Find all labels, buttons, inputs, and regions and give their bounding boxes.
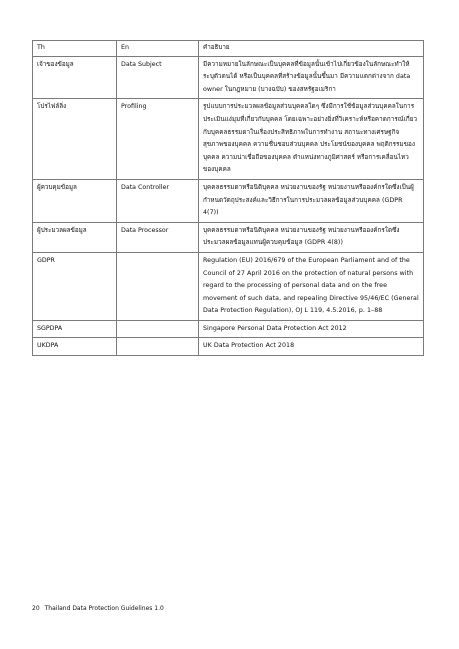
term-description: บุคคลธรรมดาหรือนิติบุคคล หน่วยงานของรัฐ หน่วยงานหรือองค์กรใดซึ่งประมวลผลข้อมูลแทนผู้ควบคุมข้อมูล (GDPR 4(8)) [199, 222, 424, 252]
table-row [33, 320, 424, 338]
table-row [33, 252, 424, 320]
document-title: Thailand Data Protection Guidelines 1.0 [44, 605, 164, 612]
term-description: UK Data Protection Act 2018 [199, 338, 424, 356]
table-row [33, 222, 424, 252]
term-en [117, 338, 199, 356]
table-header-row [33, 41, 424, 57]
table-row [33, 338, 424, 356]
header-en: En [117, 41, 199, 57]
term-description: Singapore Personal Data Protection Act 2012 [199, 320, 424, 338]
page-footer [32, 605, 164, 612]
term-th: GDPR [33, 252, 117, 320]
table-row [33, 99, 424, 180]
term-en: Profiling [117, 99, 199, 180]
glossary-table [32, 40, 424, 356]
term-th: ผู้ควบคุมข้อมูล [33, 179, 117, 222]
term-th: โปรไฟล์ลิ่ง [33, 99, 117, 180]
term-en: Data Processor [117, 222, 199, 252]
term-en [117, 252, 199, 320]
term-th: เจ้าของข้อมูล [33, 56, 117, 99]
term-th: ผู้ประมวลผลข้อมูล [33, 222, 117, 252]
term-description: บุคคลธรรมดาหรือนิติบุคคล หน่วยงานของรัฐ หน่วยงานหรือองค์กรใดซึ่งเป็นผู้กำหนดวัตถุประสงค์และวิธีการในการประมวลผลข้อมูลส่วนบุคคล (GDPR 4(7)) [199, 179, 424, 222]
table-row [33, 56, 424, 99]
term-description: Regulation (EU) 2016/679 of the European Parliament and of the Council of 27 April 2016 on the protection of natural persons with regard to the processing of personal data and on the free movement of such data, and repealing Directive 95/46/EC (General Data Protection Regulation), OJ L 119, 4.5.2016, p. 1–88 [199, 252, 424, 320]
page-number: 20 [32, 605, 40, 612]
table-row [33, 179, 424, 222]
term-th: SGPDPA [33, 320, 117, 338]
header-description: คำอธิบาย [199, 41, 424, 57]
term-en: Data Subject [117, 56, 199, 99]
term-th: UKDPA [33, 338, 117, 356]
term-description: มีความหมายในลักษณะเป็นบุคคลที่ข้อมูลนั้นเข้าไปเกี่ยวข้องในลักษณะทำให้ระบุตัวตนได้ หรือเป็นบุคคลที่สร้างข้อมูลนั้นขึ้นมา มีความแตกต่างจาก data owner ในกฎหมาย (บางฉบับ) ของสหรัฐอเมริกา [199, 56, 424, 99]
term-en [117, 320, 199, 338]
term-description: รูปแบบการประมวลผลข้อมูลส่วนบุคคลใดๆ ซึ่งมีการใช้ข้อมูลส่วนบุคคลในการประเมินแง่มุมที่เกี่ยวกับบุคคล โดยเฉพาะอย่างยิ่งที่วิเคราะห์หรือคาดการณ์เกี่ยวกับบุคคลธรรมดาในเรื่องประสิทธิภาพในการทำงาน สถานะทางเศรษฐกิจ สุขภาพของบุคคล ความชื่นชอบส่วนบุคคล ประโยชน์ของบุคคล พฤติกรรมของบุคคล ความน่าเชื่อถือของบุคคล ตำแหน่งทางภูมิศาสตร์ หรือการเคลื่อนไหวของบุคคล [199, 99, 424, 180]
header-th: Th [33, 41, 117, 57]
term-en: Data Controller [117, 179, 199, 222]
